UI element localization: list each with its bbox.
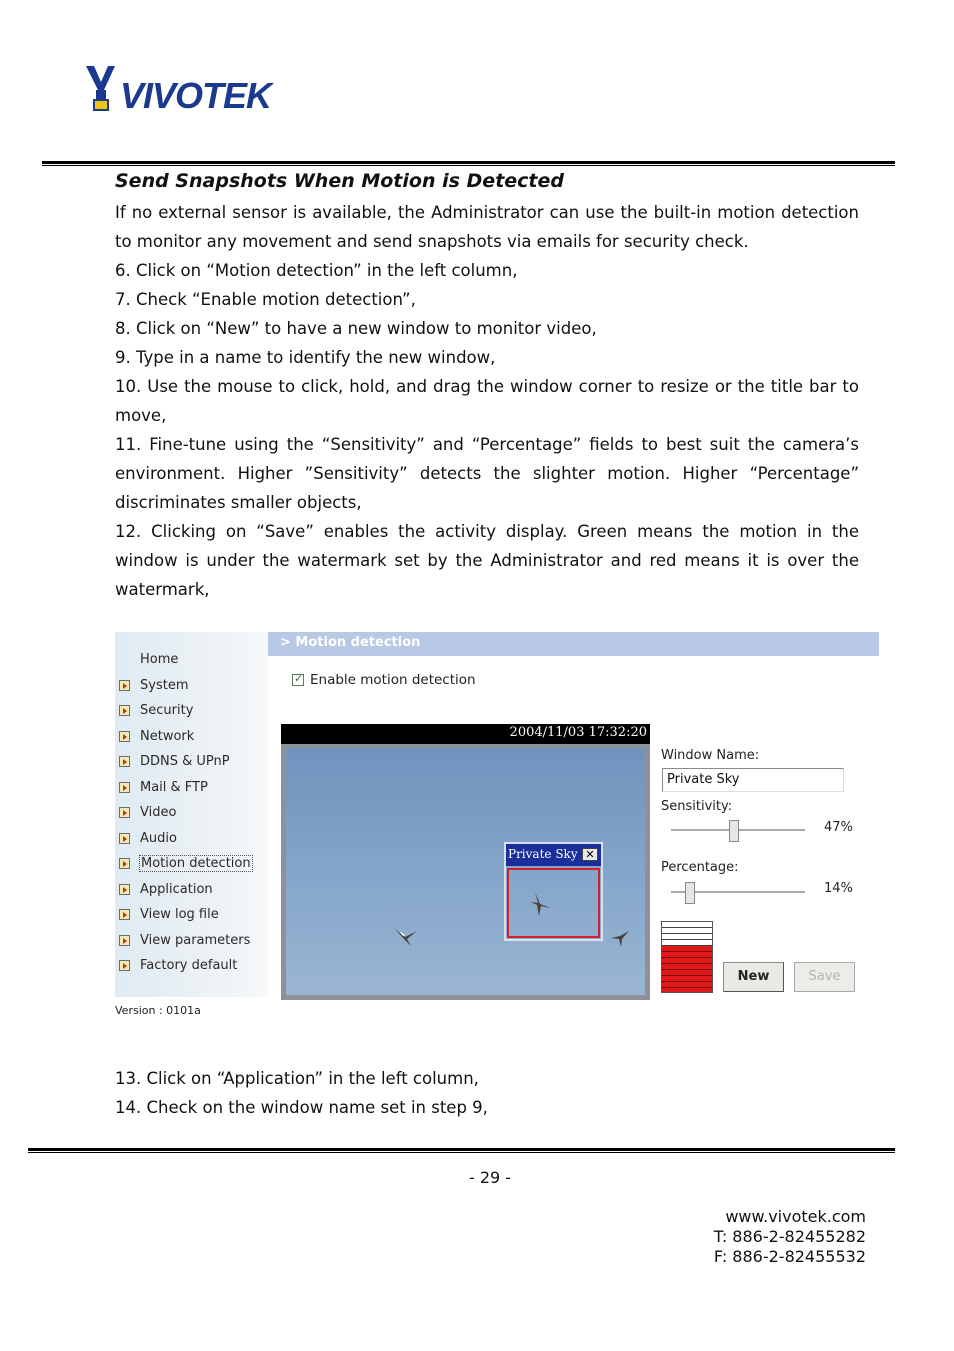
intro-paragraph: If no external sensor is available, the Administrator can use the built-in motion detection to monitor any movement and send snapshots via emails for security check. xyxy=(115,203,859,251)
motion-window[interactable] xyxy=(504,842,603,941)
save-button[interactable]: Save xyxy=(794,962,855,992)
arrow-icon xyxy=(119,960,130,971)
sidebar: Home System Security Network DDNS & UPnP Mail & FTP Video Audio Motion detection Application View log file View parameters Factory default xyxy=(115,632,268,997)
step-13: 13. Click on “Application” in the left column, xyxy=(115,1069,479,1088)
arrow-icon xyxy=(119,807,130,818)
step-6: 6. Click on “Motion detection” in the left column, xyxy=(115,261,518,280)
vivotek-logo xyxy=(84,60,294,116)
sky-image xyxy=(286,748,645,995)
step-9: 9. Type in a name to identify the new window, xyxy=(115,348,496,367)
bird-icon xyxy=(529,890,553,918)
motion-window-area[interactable] xyxy=(507,868,600,938)
footer-rule xyxy=(28,1148,895,1153)
arrow-icon xyxy=(119,782,130,793)
close-icon[interactable]: ✕ xyxy=(582,848,598,861)
video-preview xyxy=(281,724,650,1000)
arrow-icon xyxy=(119,858,130,869)
contact-block xyxy=(714,1207,866,1267)
new-button[interactable]: New xyxy=(723,962,784,992)
step-14: 14. Check on the window name set in step 9, xyxy=(115,1098,488,1117)
instructions-after xyxy=(115,1064,859,1122)
step-7: 7. Check “Enable motion detection”, xyxy=(115,290,416,309)
header-rule xyxy=(42,161,895,166)
percentage-label: Percentage: xyxy=(661,860,739,875)
video-timestamp: 2004/11/03 17:32:20 xyxy=(509,725,647,740)
arrow-icon xyxy=(119,935,130,946)
arrow-icon xyxy=(119,756,130,767)
window-name-input[interactable]: Private Sky xyxy=(662,768,844,792)
activity-meter-segment xyxy=(662,988,712,993)
percentage-value: 14% xyxy=(824,881,853,896)
sensitivity-label: Sensitivity: xyxy=(661,799,733,814)
page-number: - 29 - xyxy=(468,1168,512,1187)
page-title-bar: > Motion detection xyxy=(268,632,879,656)
step-11: 11. Fine-tune using the “Sensitivity” and “Percentage” fields to best suit the camera’s environment. Higher ”Sensitivity” detects the slighter motion. Higher “Percentage” discriminates smaller objects, xyxy=(115,435,859,512)
step-12: 12. Clicking on “Save” enables the activity display. Green means the motion in the window is under the watermark set by the Administrator and red means it is over the watermark, xyxy=(115,522,859,599)
arrow-icon xyxy=(119,731,130,742)
motion-detection-screenshot xyxy=(115,632,879,1024)
fax: F: 886-2-82455532 xyxy=(713,1247,866,1266)
sensitivity-slider-thumb[interactable] xyxy=(729,820,739,842)
telephone: T: 886-2-82455282 xyxy=(713,1227,866,1246)
instructions-before xyxy=(115,198,859,604)
website: www.vivotek.com xyxy=(725,1207,866,1226)
version-label: Version : 0101a xyxy=(115,1004,201,1017)
enable-label: Enable motion detection xyxy=(310,672,476,688)
vivotek-logo-mark xyxy=(84,60,294,116)
window-name-label: Window Name: xyxy=(661,748,760,763)
enable-checkbox[interactable] xyxy=(292,674,304,686)
percentage-slider-thumb[interactable] xyxy=(685,882,695,904)
motion-window-title[interactable]: Private Sky ✕ xyxy=(506,844,601,866)
logo-text: VIVOTEK xyxy=(120,75,272,116)
bird-icon xyxy=(609,928,631,948)
arrow-icon xyxy=(119,884,130,895)
arrow-icon xyxy=(119,705,130,716)
arrow-icon xyxy=(119,833,130,844)
section-heading: Send Snapshots When Motion is Detected xyxy=(115,170,564,192)
arrow-icon xyxy=(119,909,130,920)
arrow-icon xyxy=(119,680,130,691)
step-8: 8. Click on “New” to have a new window to monitor video, xyxy=(115,319,597,338)
enable-motion-detection[interactable] xyxy=(292,672,476,688)
activity-meter xyxy=(661,921,713,993)
sensitivity-value: 47% xyxy=(824,820,853,835)
step-10: 10. Use the mouse to click, hold, and drag the window corner to resize or the title bar to move, xyxy=(115,377,859,425)
bird-icon xyxy=(393,925,419,947)
video-frame xyxy=(281,744,650,1000)
